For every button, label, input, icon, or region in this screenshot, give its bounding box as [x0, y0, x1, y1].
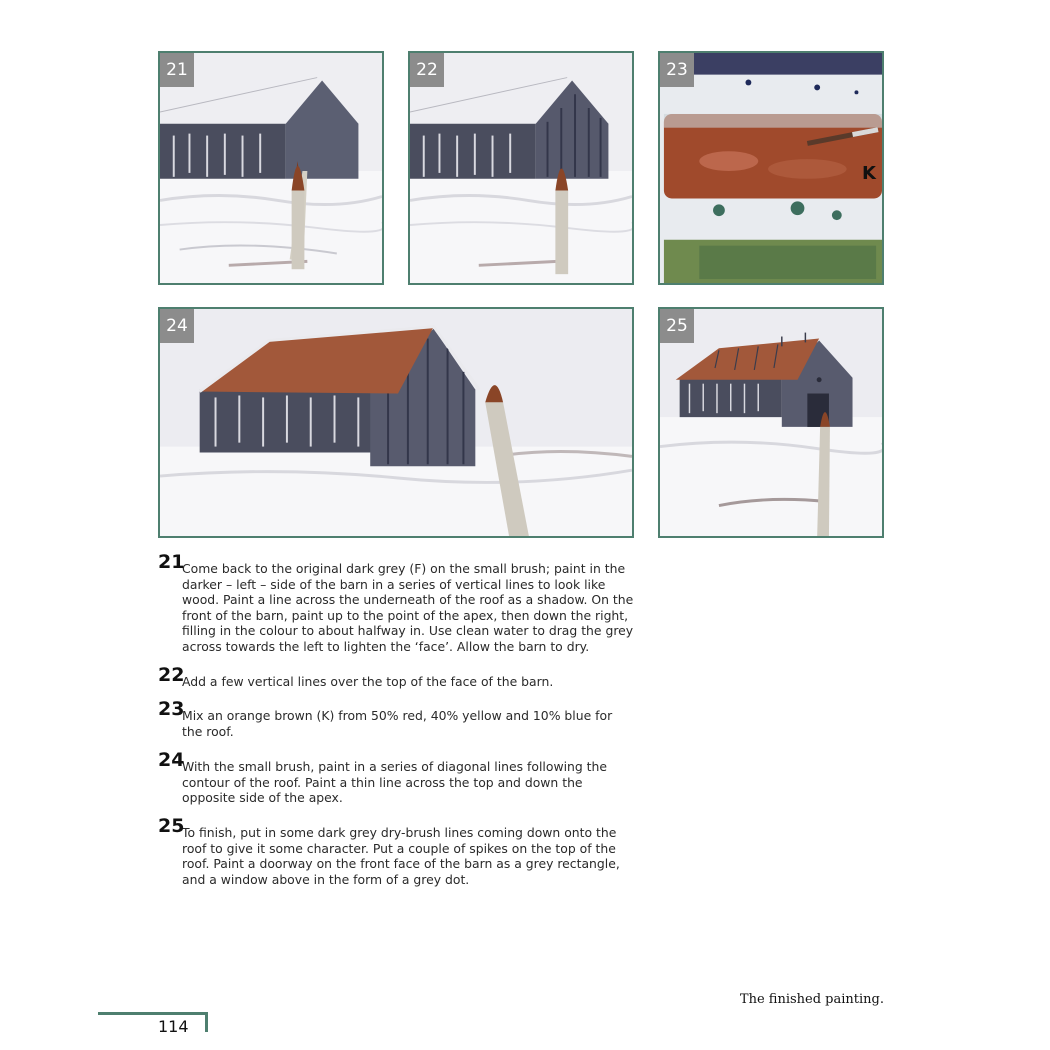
step-25-instruction: [158, 815, 638, 887]
step-number-badge: 21: [160, 53, 194, 87]
step-number: 24: [158, 749, 185, 771]
step-21-instruction: [158, 551, 638, 654]
step-24-image: [158, 307, 634, 538]
step-text: Come back to the original dark grey (F) on the small brush; paint in the darker – left – side of the barn in a series of vertical lines to look like wood. Paint a line across the underneath of the roof as a shadow. On the front of the barn, paint up to the point of the apex, then down the right, filling in the colour to about halfway in. Use clean water to drag the grey across towards the left to lighten the ‘face’. Allow the barn to dry.: [182, 561, 634, 654]
step-22-instruction: [158, 664, 638, 690]
step-25-image: [658, 307, 884, 538]
step-text: Mix an orange brown (K) from 50% red, 40% yellow and 10% blue for the roof.: [182, 708, 613, 739]
step-21-image: [158, 51, 384, 285]
page-number-rule: [98, 1012, 208, 1032]
paint-mix-label: K: [862, 163, 876, 184]
step-text: Add a few vertical lines over the top of the face of the barn.: [182, 674, 554, 689]
step-22-image: [408, 51, 634, 285]
step-number-badge: 24: [160, 309, 194, 343]
barn-roof-painting: [160, 309, 632, 536]
barn-sketch-illustration: [160, 53, 382, 283]
paint-palette-photo: [660, 53, 882, 283]
step-number: 21: [158, 551, 185, 573]
step-number-badge: 22: [410, 53, 444, 87]
step-23-image: [658, 51, 884, 285]
step-text: To finish, put in some dark grey dry-brush lines coming down onto the roof to give it some character. Put a couple of spikes on the top of the roof. Paint a doorway on the front face of the barn as a grey rectangle, and a window above in the form of a grey dot.: [182, 825, 620, 887]
finished-painting-caption: The finished painting.: [739, 992, 884, 1007]
barn-sketch-illustration: [410, 53, 632, 283]
finished-barn-painting: [660, 309, 882, 536]
page-number: 114: [158, 1017, 189, 1036]
step-number: 25: [158, 815, 185, 837]
step-number-badge: 23: [660, 53, 694, 87]
step-number-badge: 25: [660, 309, 694, 343]
step-number: 23: [158, 698, 185, 720]
step-23-instruction: [158, 698, 618, 739]
step-number: 22: [158, 664, 185, 686]
step-24-instruction: [158, 749, 638, 806]
step-text: With the small brush, paint in a series of diagonal lines following the contour of the roof. Paint a thin line across the top and down the opposite side of the apex.: [182, 759, 608, 805]
